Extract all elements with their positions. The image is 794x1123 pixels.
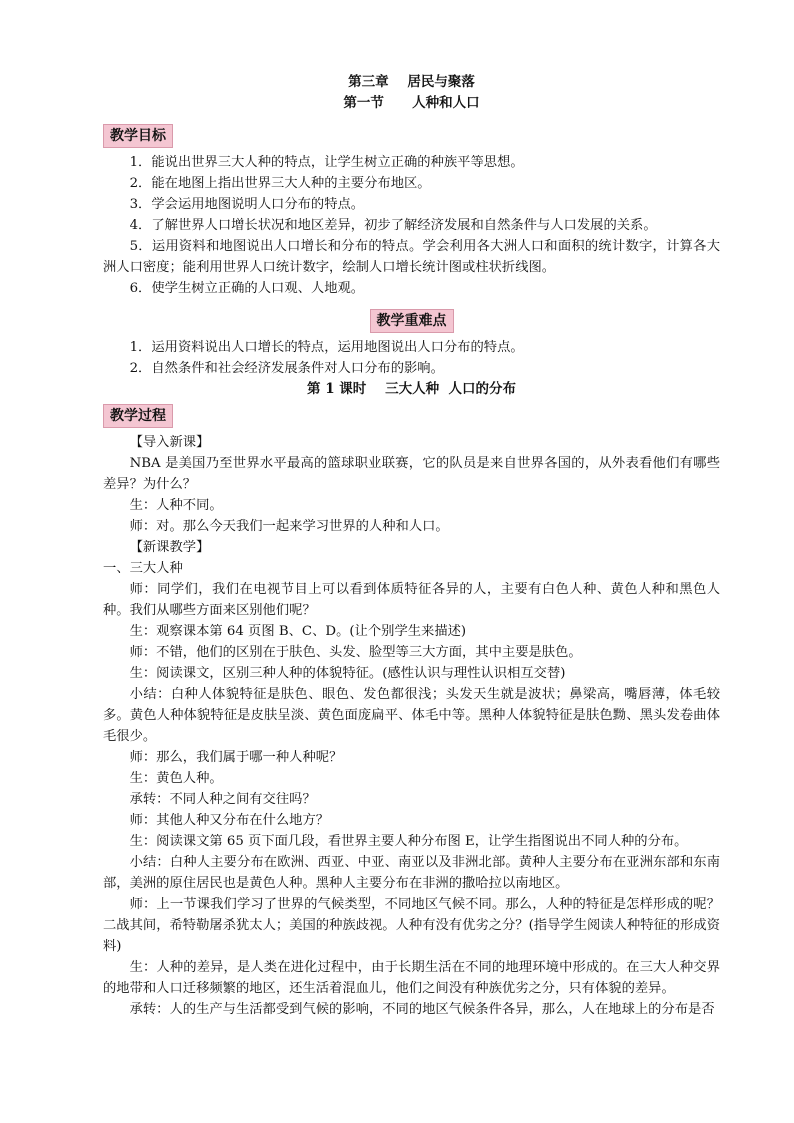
process-paragraph: 师：同学们，我们在电视节目上可以看到体质特征各异的人，主要有白色人种、黄色人种和黑色人种。我们从哪些方面来区别他们呢？ (103, 582, 720, 618)
process-paragraph: 一、三大人种 (103, 561, 183, 576)
objective-item: 4．了解世界人口增长状况和地区差异，初步了解经济发展和自然条件与人口发展的关系。 (129, 218, 657, 233)
process-paragraph: 生：人种的差异，是人类在进化过程中，由于长期生活在不同的地理环境中形成的。在三大人种交界的地带和人口迁移频繁的地区，还生活着混血儿，他们之间没有种族优劣之分，只有体貌的差异。 (103, 960, 720, 996)
process-paragraph: 师：那么，我们属于哪一种人种呢？ (129, 750, 343, 765)
process-paragraph: NBA 是美国乃至世界水平最高的篮球职业联赛，它的队员是来自世界各国的，从外表看他们有哪些差异？为什么？ (103, 456, 720, 492)
process-paragraph: 师：对。那么今天我们一起来学习世界的人种和人口。 (129, 519, 449, 534)
process-paragraph: 生：人种不同。 (129, 498, 223, 513)
process-paragraph: 师：上一节课我们学习了世界的气候类型，不同地区气候不同。那么，人种的特征是怎样形成的呢？二战其间，希特勒屠杀犹太人；美国的种族歧视。人种有没有优劣之分？(指导学生阅读人种特征的形成资料) (103, 897, 720, 954)
chapter-title: 第三章 居民与聚落 (348, 74, 475, 90)
process-paragraph: 生：阅读课文第 65 页下面几段，看世界主要人种分布图 E，让学生指图说出不同人种的分布。 (129, 834, 688, 849)
objective-item: 5．运用资料和地图说出人口增长和分布的特点。学会利用各大洲人口和面积的统计数字，计算各大洲人口密度；能利用世界人口统计数字，绘制人口增长统计图或柱状折线图。 (103, 239, 720, 275)
process-paragraph: 承转：人的生产与生活都受到气候的影响，不同的地区气候条件各异，那么，人在地球上的分布是否 (129, 1002, 715, 1017)
process-paragraph: 师：其他人种又分布在什么地方？ (129, 813, 330, 828)
objective-item: 2．能在地图上指出世界三大人种的主要分布地区。 (129, 176, 431, 191)
process-paragraph: 小结：白种人体貌特征是肤色、眼色、发色都很浅；头发天生就是波状；鼻梁高，嘴唇薄，体毛较多。黄色人种体貌特征是皮肤呈淡、黄色面庞扁平、体毛中等。黑种人体貌特征是肤色黝、黑头发卷曲体毛很少。 (103, 687, 720, 744)
lesson-title: 第 1 课时 三大人种 人口的分布 (307, 381, 516, 397)
objectives-heading: 教学目标 (103, 124, 173, 148)
objective-item: 1．能说出世界三大人种的特点，让学生树立正确的种族平等思想。 (129, 155, 524, 170)
process-paragraph: 【新课教学】 (129, 540, 210, 555)
key-point-item: 2．自然条件和社会经济发展条件对人口分布的影响。 (129, 361, 444, 376)
process-paragraph: 生：观察课本第 64 页图 B、C、D。(让个别学生来描述) (129, 624, 467, 639)
process-paragraph: 师：不错，他们的区别在于肤色、头发、脸型等三大方面，其中主要是肤色。 (129, 645, 582, 660)
process-paragraph: 生：阅读课文，区别三种人种的体貌特征。(感性认识与理性认识相互交替) (129, 666, 566, 681)
process-paragraph: 【导入新课】 (129, 435, 210, 450)
process-heading: 教学过程 (103, 404, 173, 428)
process-paragraph: 承转：不同人种之间有交往吗？ (129, 792, 316, 807)
key-points-heading: 教学重难点 (370, 309, 454, 333)
process-paragraph: 生：黄色人种。 (129, 771, 223, 786)
key-point-item: 1．运用资料说出人口增长的特点，运用地图说出人口分布的特点。 (129, 340, 524, 355)
key-points-section (103, 305, 720, 379)
document-content (103, 72, 720, 1020)
section-title: 第一节 人种和人口 (343, 95, 480, 111)
objectives-section (103, 120, 720, 299)
objective-item: 6．使学生树立正确的人口观、人地观。 (129, 281, 365, 296)
process-paragraph: 小结：白种人主要分布在欧洲、西亚、中亚、南亚以及非洲北部。黄种人主要分布在亚洲东部和东南部，美洲的原住居民也是黄色人种。黑种人主要分布在非洲的撒哈拉以南地区。 (103, 855, 720, 891)
objective-item: 3．学会运用地图说明人口分布的特点。 (129, 197, 365, 212)
process-section (103, 400, 720, 1020)
